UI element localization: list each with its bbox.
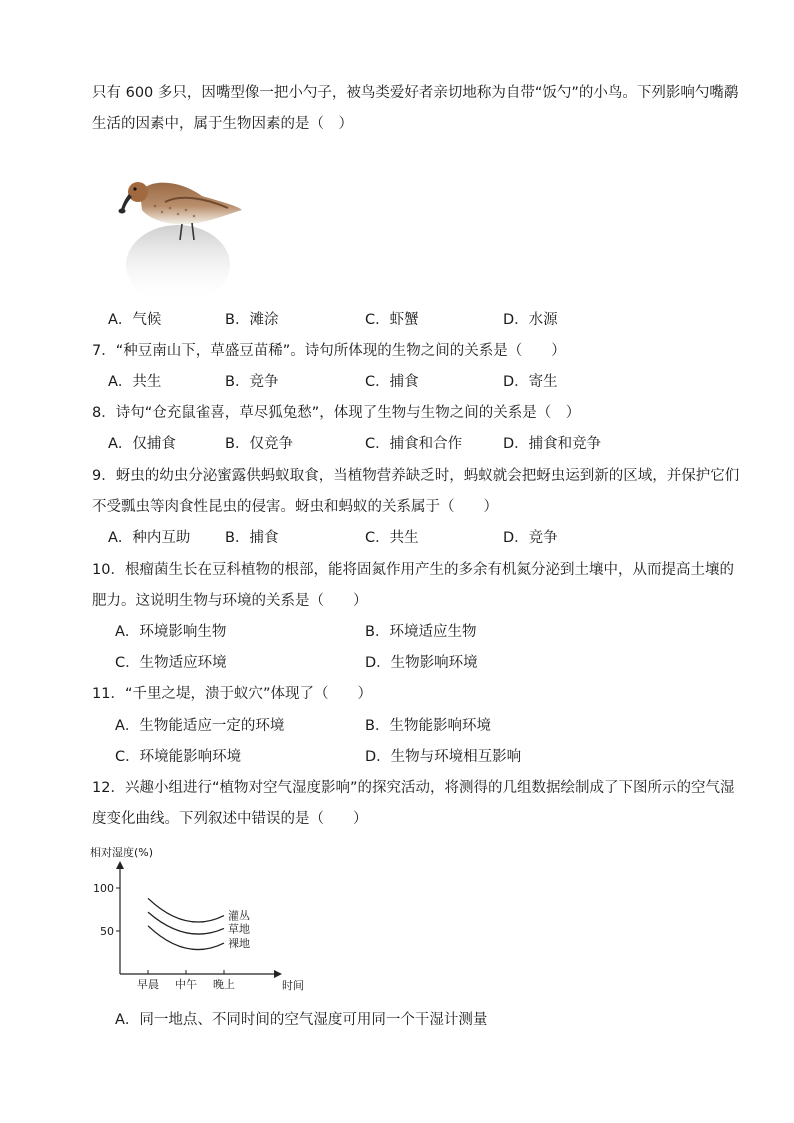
q6-line-1: 只有 600 多只，因嘴型像一把小勺子，被鸟类爱好者亲切地称为自带“饭勺”的小鸟。下列影响勺嘴鹬	[92, 85, 739, 101]
q9-option-a: A．种内互助	[108, 530, 191, 546]
chart-x-tick-label: 早晨	[137, 978, 159, 991]
q9-option-c: C．共生	[365, 530, 419, 546]
q11-option-a: A．生物能适应一定的环境	[115, 718, 285, 734]
q10-option-a: A．环境影响生物	[115, 624, 227, 640]
chart-series-line-1	[148, 898, 224, 922]
q9-line-1: 9．蚜虫的幼虫分泌蜜露供蚂蚁取食，当植物营养缺乏时，蚂蚁就会把蚜虫运到新的区域，并保护它们	[92, 468, 740, 484]
q8-stem: 8．诗句“仓充鼠雀喜，草尽狐兔愁”，体现了生物与生物之间的关系是（ ）	[92, 405, 581, 421]
humidity-chart	[88, 842, 328, 992]
chart-y-tick-label: 100	[93, 882, 114, 895]
q7-option-c: C．捕食	[365, 374, 419, 390]
q9-option-d: D．竞争	[503, 530, 558, 546]
q11-option-c: C．环境能影响环境	[115, 749, 242, 765]
q7-option-d: D．寄生	[503, 374, 558, 390]
spoon-billed-sandpiper-image	[110, 170, 250, 305]
q7-option-b: B．竞争	[225, 374, 279, 390]
chart-series-label-3: 裸地	[228, 937, 250, 951]
q8-option-a: A．仅捕食	[108, 436, 176, 452]
chart-y-tick-label: 50	[100, 925, 114, 938]
q9-option-b: B．捕食	[225, 530, 279, 546]
q6-option-c: C．虾蟹	[365, 312, 419, 328]
q10-option-c: C．生物适应环境	[115, 655, 227, 671]
q6-line-2: 生活的因素中，属于生物因素的是（ ）	[92, 116, 353, 132]
chart-x-axis-arrow	[274, 970, 282, 978]
chart-series-label-2: 草地	[228, 922, 250, 936]
q11-option-d: D．生物与环境相互影响	[365, 749, 522, 765]
q8-option-c: C．捕食和合作	[365, 436, 463, 452]
q6-option-d: D．水源	[503, 312, 558, 328]
chart-y-axis-label: 相对湿度(%)	[90, 846, 154, 859]
q7-option-a: A．共生	[108, 374, 162, 390]
chart-series-line-2	[148, 912, 224, 934]
chart-y-axis-arrow	[116, 861, 124, 869]
q6-option-a: A．气候	[108, 312, 162, 328]
q11-stem: 11．“千里之堤，溃于蚁穴”体现了（ ）	[92, 686, 372, 702]
q8-option-b: B．仅竞争	[225, 436, 293, 452]
q6-option-b: B．滩涂	[225, 312, 279, 328]
q10-option-b: B．环境适应生物	[365, 624, 477, 640]
q10-option-d: D．生物影响环境	[365, 655, 478, 671]
q9-line-2: 不受瓢虫等肉食性昆虫的侵害。蚜虫和蚂蚁的关系属于（ ）	[92, 499, 498, 515]
q7-stem: 7．“种豆南山下，草盛豆苗稀”。诗句所体现的生物之间的关系是（ ）	[92, 343, 566, 359]
q12-line-1: 12．兴趣小组进行“植物对空气湿度影响”的探究活动，将测得的几组数据绘制成了下图所示的空气湿	[92, 780, 735, 796]
chart-series-line-3	[148, 926, 224, 950]
chart-x-axis-label: 时间	[282, 979, 304, 992]
q12-line-2: 度变化曲线。下列叙述中错误的是（ ）	[92, 811, 368, 827]
q11-option-b: B．生物能影响环境	[365, 718, 491, 734]
q12-option-a: A．同一地点、不同时间的空气湿度可用同一个干湿计测量	[115, 1012, 488, 1028]
q10-line-1: 10．根瘤菌生长在豆科植物的根部，能将固氮作用产生的多余有机氮分泌到土壤中，从而提高土壤的	[92, 562, 734, 578]
q8-option-d: D．捕食和竞争	[503, 436, 602, 452]
chart-x-tick-label: 中午	[175, 978, 197, 991]
q10-line-2: 肥力。这说明生物与环境的关系是（ ）	[92, 593, 368, 609]
chart-series-label-1: 灌丛	[228, 909, 250, 923]
chart-x-tick-label: 晚上	[213, 978, 235, 991]
